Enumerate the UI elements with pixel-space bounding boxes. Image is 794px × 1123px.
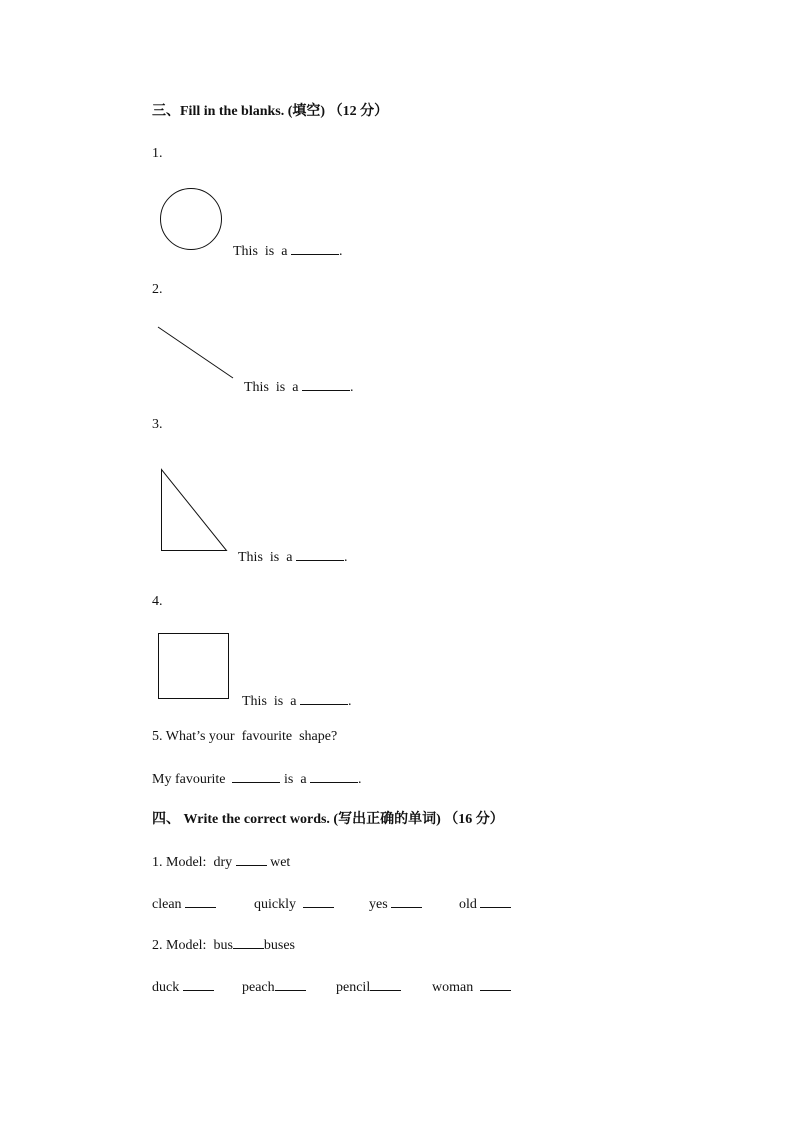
word-item [369,895,422,914]
word: pencil [336,980,371,995]
answer-blank[interactable] [291,242,339,255]
word-item [432,978,511,997]
section4-heading: 四、 Write the correct words. (写出正确的单词) （16 分） [152,812,504,827]
answer-blank[interactable] [275,978,306,991]
question-5-answer-line [152,770,362,789]
word: peach [242,980,275,995]
answer-blank[interactable] [300,692,348,705]
word-item [459,895,511,914]
triangle-shape [158,466,230,554]
model-2 [152,936,295,955]
answer-blank[interactable] [302,378,350,391]
word-item [254,895,334,914]
question-1-sentence [233,242,342,261]
answer-blank[interactable] [303,895,334,908]
word-item [152,978,214,997]
sentence-suffix: . [349,380,354,395]
sentence-prefix: This is a [244,380,302,395]
word: woman [432,980,474,995]
question-4-number: 4. [152,594,163,609]
circle-shape [158,186,224,252]
model-blank [233,936,264,949]
question-3-number: 3. [152,417,163,432]
answer-blank[interactable] [185,895,216,908]
answer-blank[interactable] [183,978,214,991]
word-item [336,978,401,997]
word-item [242,978,306,997]
word-item [152,895,216,914]
answer-blank[interactable] [232,770,280,783]
model-1 [152,853,290,872]
question-3-sentence [238,548,347,567]
sentence-prefix: This is a [238,550,296,565]
sentence-suffix: . [343,550,348,565]
answer-blank[interactable] [480,895,511,908]
question-5: 5. What’s your favourite shape? [152,729,338,744]
sentence-suffix: . [347,694,352,709]
answer-part-c: . [358,772,362,787]
line-shape [155,322,237,382]
model-prefix: 2. Model: bus [152,938,233,953]
section3-heading: 三、Fill in the blanks. (填空) （12 分） [152,104,389,119]
answer-part-a: My favourite [152,772,233,787]
word: yes [369,897,388,912]
word: clean [152,897,182,912]
answer-blank[interactable] [480,978,511,991]
answer-blank[interactable] [296,548,344,561]
word: duck [152,980,180,995]
model-suffix: buses [263,938,296,953]
word: quickly [254,897,296,912]
answer-blank[interactable] [391,895,422,908]
sentence-prefix: This is a [242,694,300,709]
model-blank [236,853,267,866]
answer-part-b: is a [280,772,311,787]
square-shape [156,631,232,701]
model-suffix: wet [266,855,291,870]
model-prefix: 1. Model: dry [152,855,236,870]
question-4-sentence [242,692,351,711]
question-2-number: 2. [152,282,163,297]
question-1-number: 1. [152,146,163,161]
question-2-sentence [244,378,353,397]
sentence-suffix: . [338,244,343,259]
answer-blank[interactable] [310,770,358,783]
sentence-prefix: This is a [233,244,291,259]
answer-blank[interactable] [370,978,401,991]
word: old [459,897,477,912]
